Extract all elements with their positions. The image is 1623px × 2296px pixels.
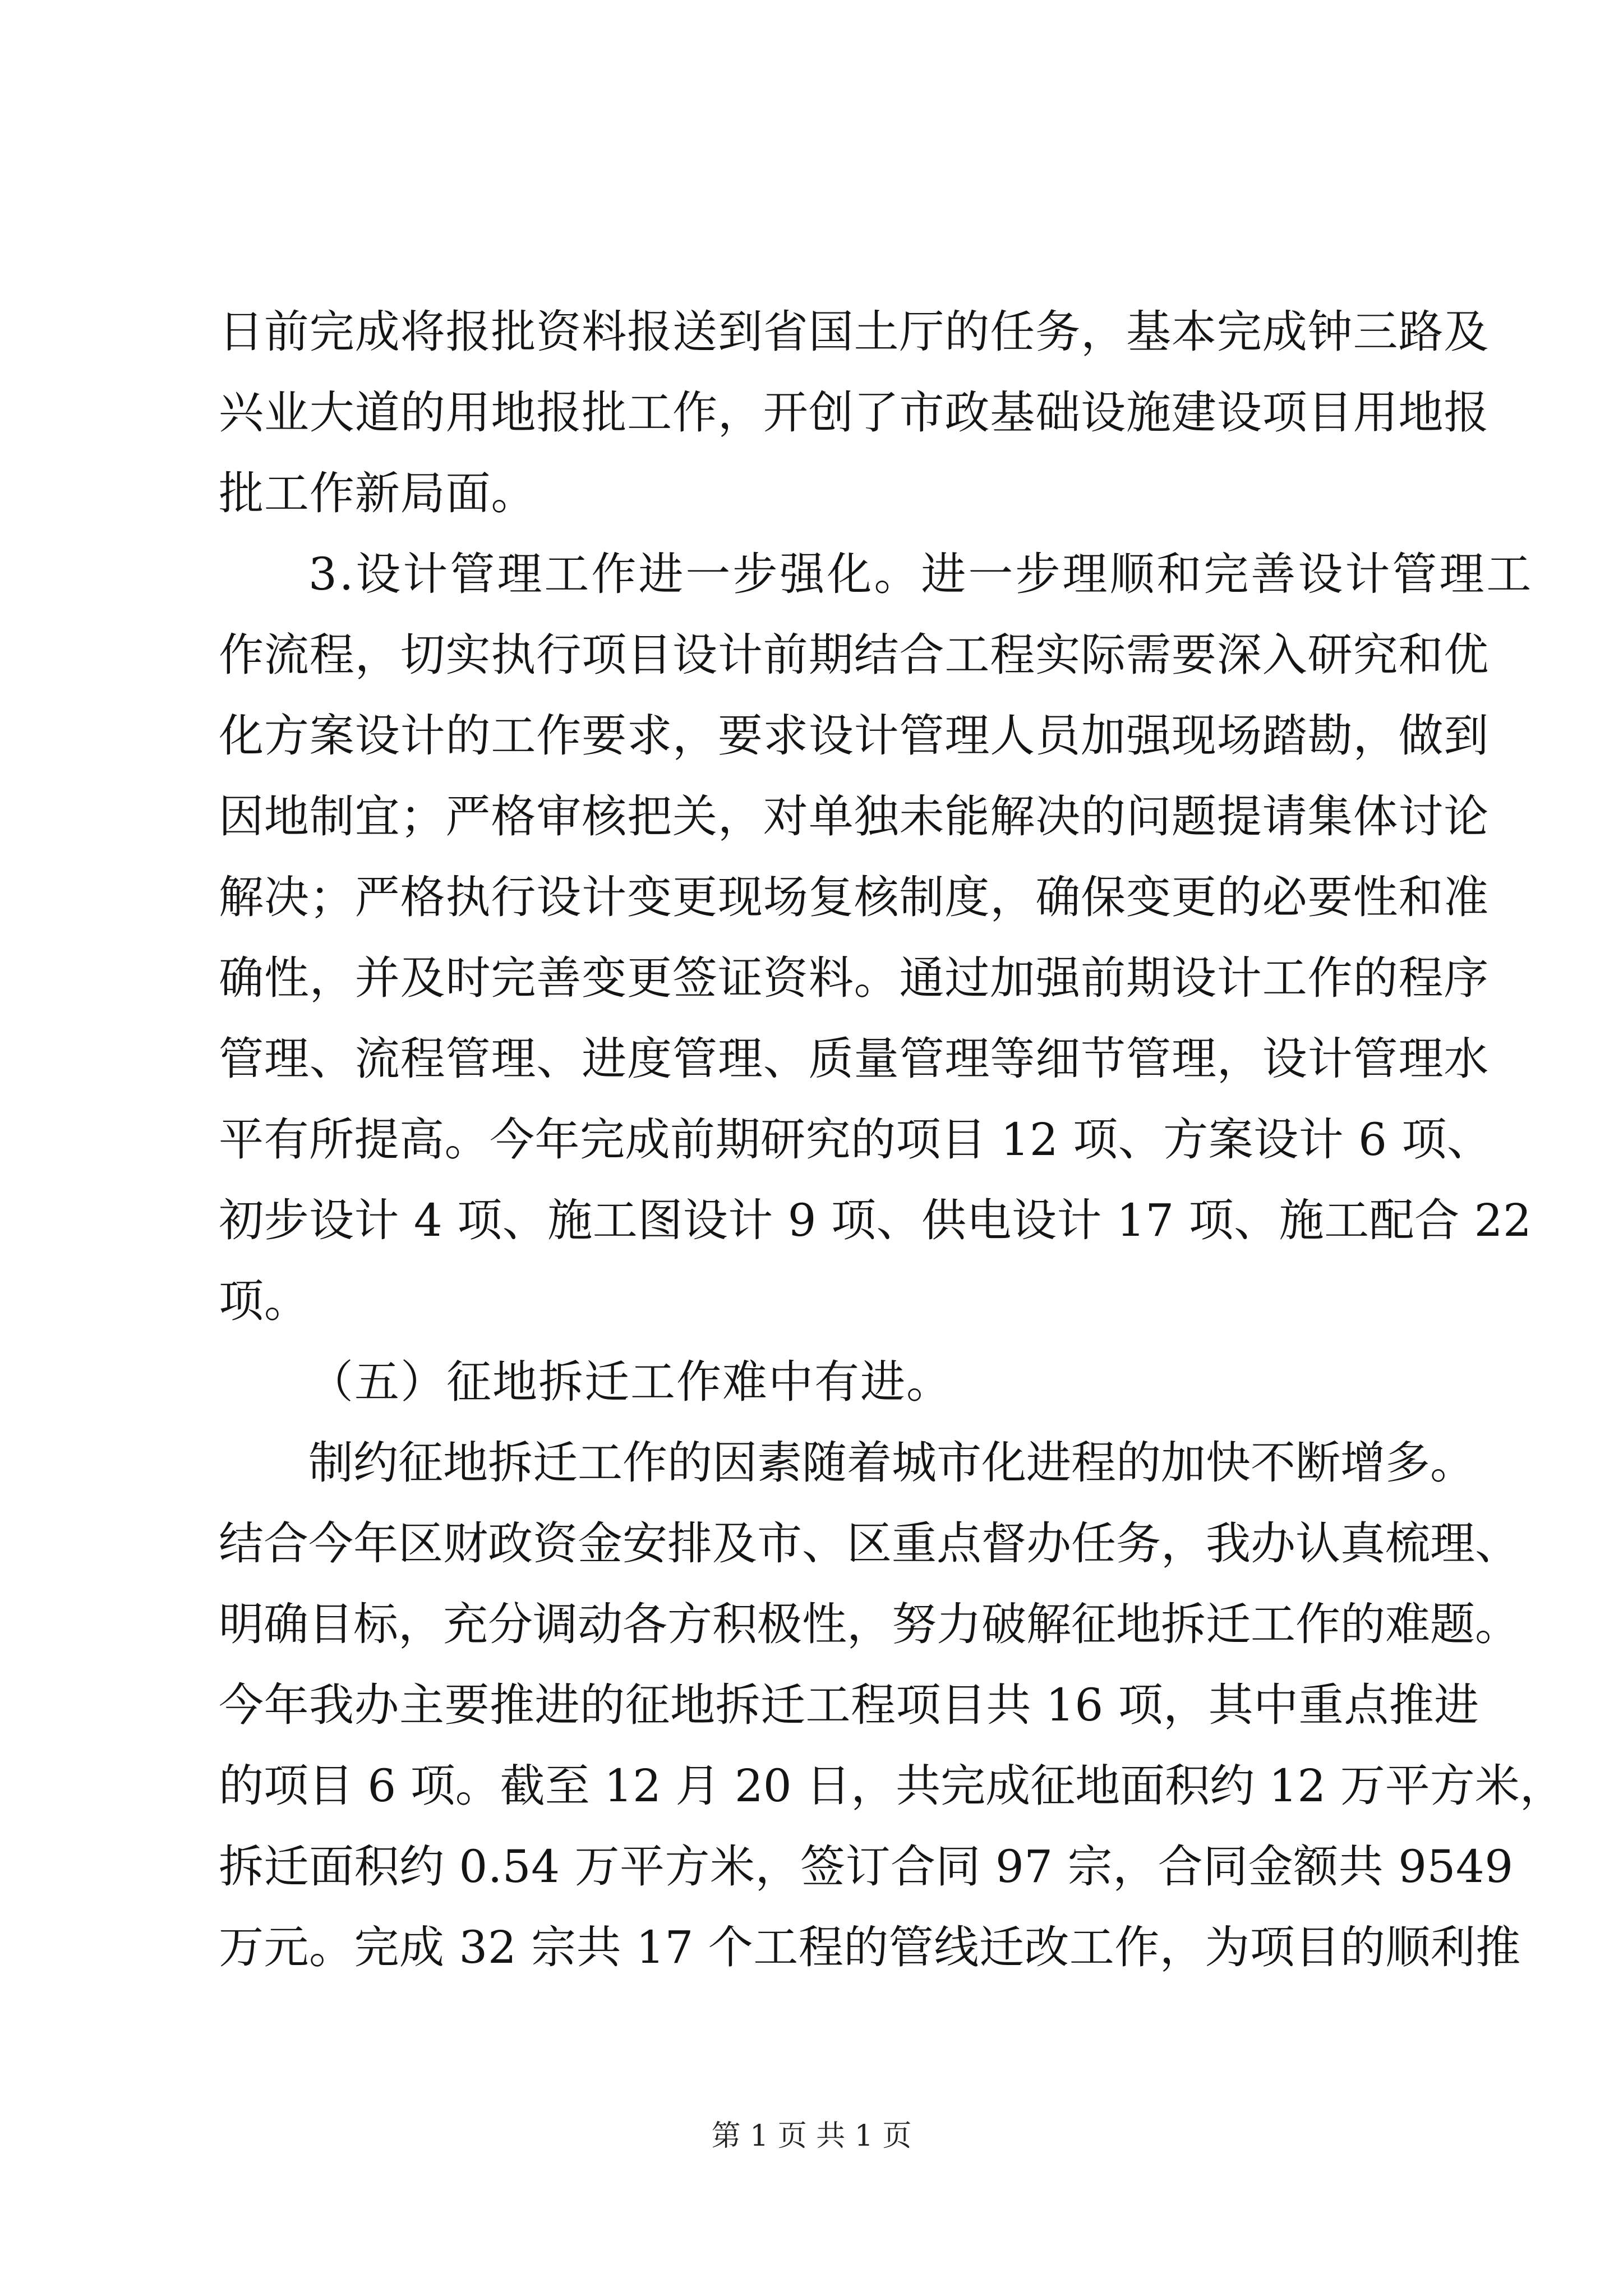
text-line: 明确目标，充分调动各方积极性，努力破解征地拆迁工作的难题。	[219, 1598, 1520, 1650]
document-body	[219, 292, 1565, 1988]
text-line: 兴业大道的用地报批工作，开创了市政基础设施建设项目用地报	[219, 386, 1490, 439]
text-line: 确性，并及时完善变更签证资料。通过加强前期设计工作的程序	[219, 952, 1490, 1004]
text-line: 拆迁面积约 0.54 万平方米，签订合同 97 宗，合同金额共 9549	[219, 1841, 1514, 1893]
text-line: 管理、流程管理、进度管理、质量管理等细节管理，设计管理水	[219, 1033, 1490, 1085]
text-line: 的项目 6 项。截至 12 月 20 日，共完成征地面积约 12 万平方米，	[219, 1760, 1565, 1812]
text-line: 结合今年区财政资金安排及市、区重点督办任务，我办认真梳理、	[219, 1517, 1520, 1570]
text-line: 化方案设计的工作要求，要求设计管理人员加强现场踏勘，做到	[219, 710, 1490, 762]
text-line: 今年我办主要推进的征地拆迁工程项目共 16 项，其中重点推进	[219, 1679, 1479, 1731]
text-line: 项。	[219, 1275, 310, 1327]
text-line: 因地制宜；严格审核把关，对单独未能解决的问题提请集体讨论	[219, 790, 1490, 843]
text-line: 3.设计管理工作进一步强化。进一步理顺和完善设计管理工	[308, 548, 1534, 600]
text-line: 初步设计 4 项、施工图设计 9 项、供电设计 17 项、施工配合 22	[219, 1194, 1532, 1246]
text-line: 批工作新局面。	[219, 467, 537, 519]
section-heading: （五）征地拆迁工作难中有进。	[308, 1356, 952, 1408]
text-line: 解决；严格执行设计变更现场复核制度，确保变更的必要性和准	[219, 871, 1490, 923]
text-line: 平有所提高。今年完成前期研究的项目 12 项、方案设计 6 项、	[219, 1114, 1492, 1166]
page-footer: 第 1 页 共 1 页	[711, 2119, 912, 2153]
text-line: 万元。完成 32 宗共 17 个工程的管线迁改工作，为项目的顺利推	[219, 1921, 1521, 1973]
text-line: 日前完成将报批资料报送到省国土厅的任务，基本完成钟三路及	[219, 306, 1490, 358]
text-line: 作流程，切实执行项目设计前期结合工程实际需要深入研究和优	[219, 629, 1490, 681]
text-line: 制约征地拆迁工作的因素随着城市化进程的加快不断增多。	[308, 1437, 1475, 1489]
